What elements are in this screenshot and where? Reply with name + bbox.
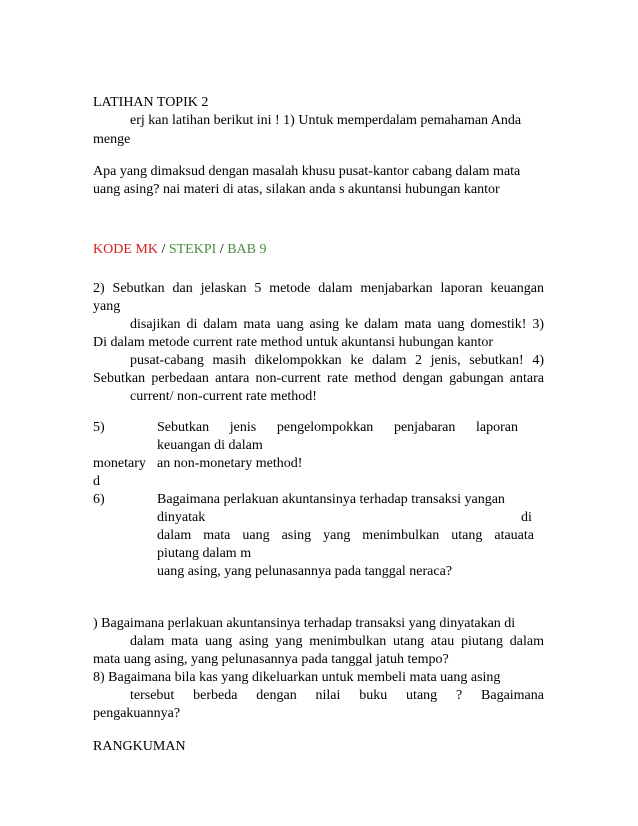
question-5-overflow-monetary: monetary (93, 456, 146, 471)
question-2-line-2: yang (93, 299, 121, 314)
question-8-line-3: pengakuannya? (93, 706, 181, 721)
document-title: LATIHAN TOPIK 2 (93, 95, 209, 110)
kode-mk-label: KODE MK (93, 242, 158, 257)
question-5-overflow-d: d (93, 474, 100, 489)
question-7-line-1: ) Bagaimana perlakuan akuntansinya terhadap transaksi yang dinyatakan di (93, 616, 516, 631)
question-6-line-2b: di (521, 510, 532, 525)
question-3-line-2: pusat-cabang masih dikelompokkan ke dalam 2 jenis, sebutkan! 4) (130, 353, 544, 368)
question-7-line-2: dalam mata uang asing yang menimbulkan utang atau piutang dalam (130, 634, 544, 649)
question-1-line-2: uang asing? nai materi di atas, silakan anda s akuntansi hubungan kantor (93, 182, 500, 197)
question-6-line-5: uang asing, yang pelunasannya pada tanggal neraca? (157, 564, 453, 579)
question-2-line-1: 2) Sebutkan dan jelaskan 5 metode dalam menjabarkan laporan keuangan (93, 281, 544, 296)
question-5-number: 5) (93, 420, 105, 435)
question-8-line-2: tersebut berbeda dengan nilai buku utang ? Bagaimana (130, 688, 544, 703)
intro-line-2: menge (93, 132, 131, 147)
stekpi-label: STEKPI (168, 242, 217, 257)
question-6-line-2a: dinyatak (157, 510, 206, 525)
kode-separator-2: / (216, 242, 228, 257)
question-1-line-1: Apa yang dimaksud dengan masalah khusu pusat-kantor cabang dalam mata (93, 164, 521, 179)
question-2-line-3: disajikan di dalam mata uang asing ke dalam mata uang domestik! 3) (130, 317, 544, 332)
course-code-line (93, 241, 266, 259)
question-6-line-1: Bagaimana perlakuan akuntansinya terhadap transaksi yangan (157, 492, 505, 507)
question-4-line-1: Sebutkan perbedaan antara non-current rate method dengan gabungan antara (93, 371, 544, 386)
question-8-line-1: 8) Bagaimana bila kas yang dikeluarkan untuk membeli mata uang asing (93, 670, 501, 685)
question-4-line-2: current/ non-current rate method! (130, 389, 317, 404)
bab-label: BAB 9 (227, 242, 267, 257)
question-6-line-4: piutang dalam m (157, 546, 252, 561)
kode-separator-1: / (157, 242, 169, 257)
question-3-line-1: Di dalam metode current rate method untuk akuntansi hubungan kantor (93, 335, 494, 350)
question-7-line-3: mata uang asing, yang pelunasannya pada tanggal jatuh tempo? (93, 652, 449, 667)
rangkuman-heading: RANGKUMAN (93, 739, 186, 754)
question-5-line-3: an non-monetary method! (157, 456, 303, 471)
question-5-line-2: keuangan di dalam (157, 438, 263, 453)
question-5-line-1: Sebutkan jenis pengelompokkan penjabaran laporan (157, 420, 518, 435)
question-6-line-3: dalam mata uang asing yang menimbulkan utang atauata (157, 528, 534, 543)
intro-line-1: erj kan latihan berikut ini ! 1) Untuk memperdalam pemahaman Anda (130, 113, 522, 128)
question-6-number: 6) (93, 492, 105, 507)
